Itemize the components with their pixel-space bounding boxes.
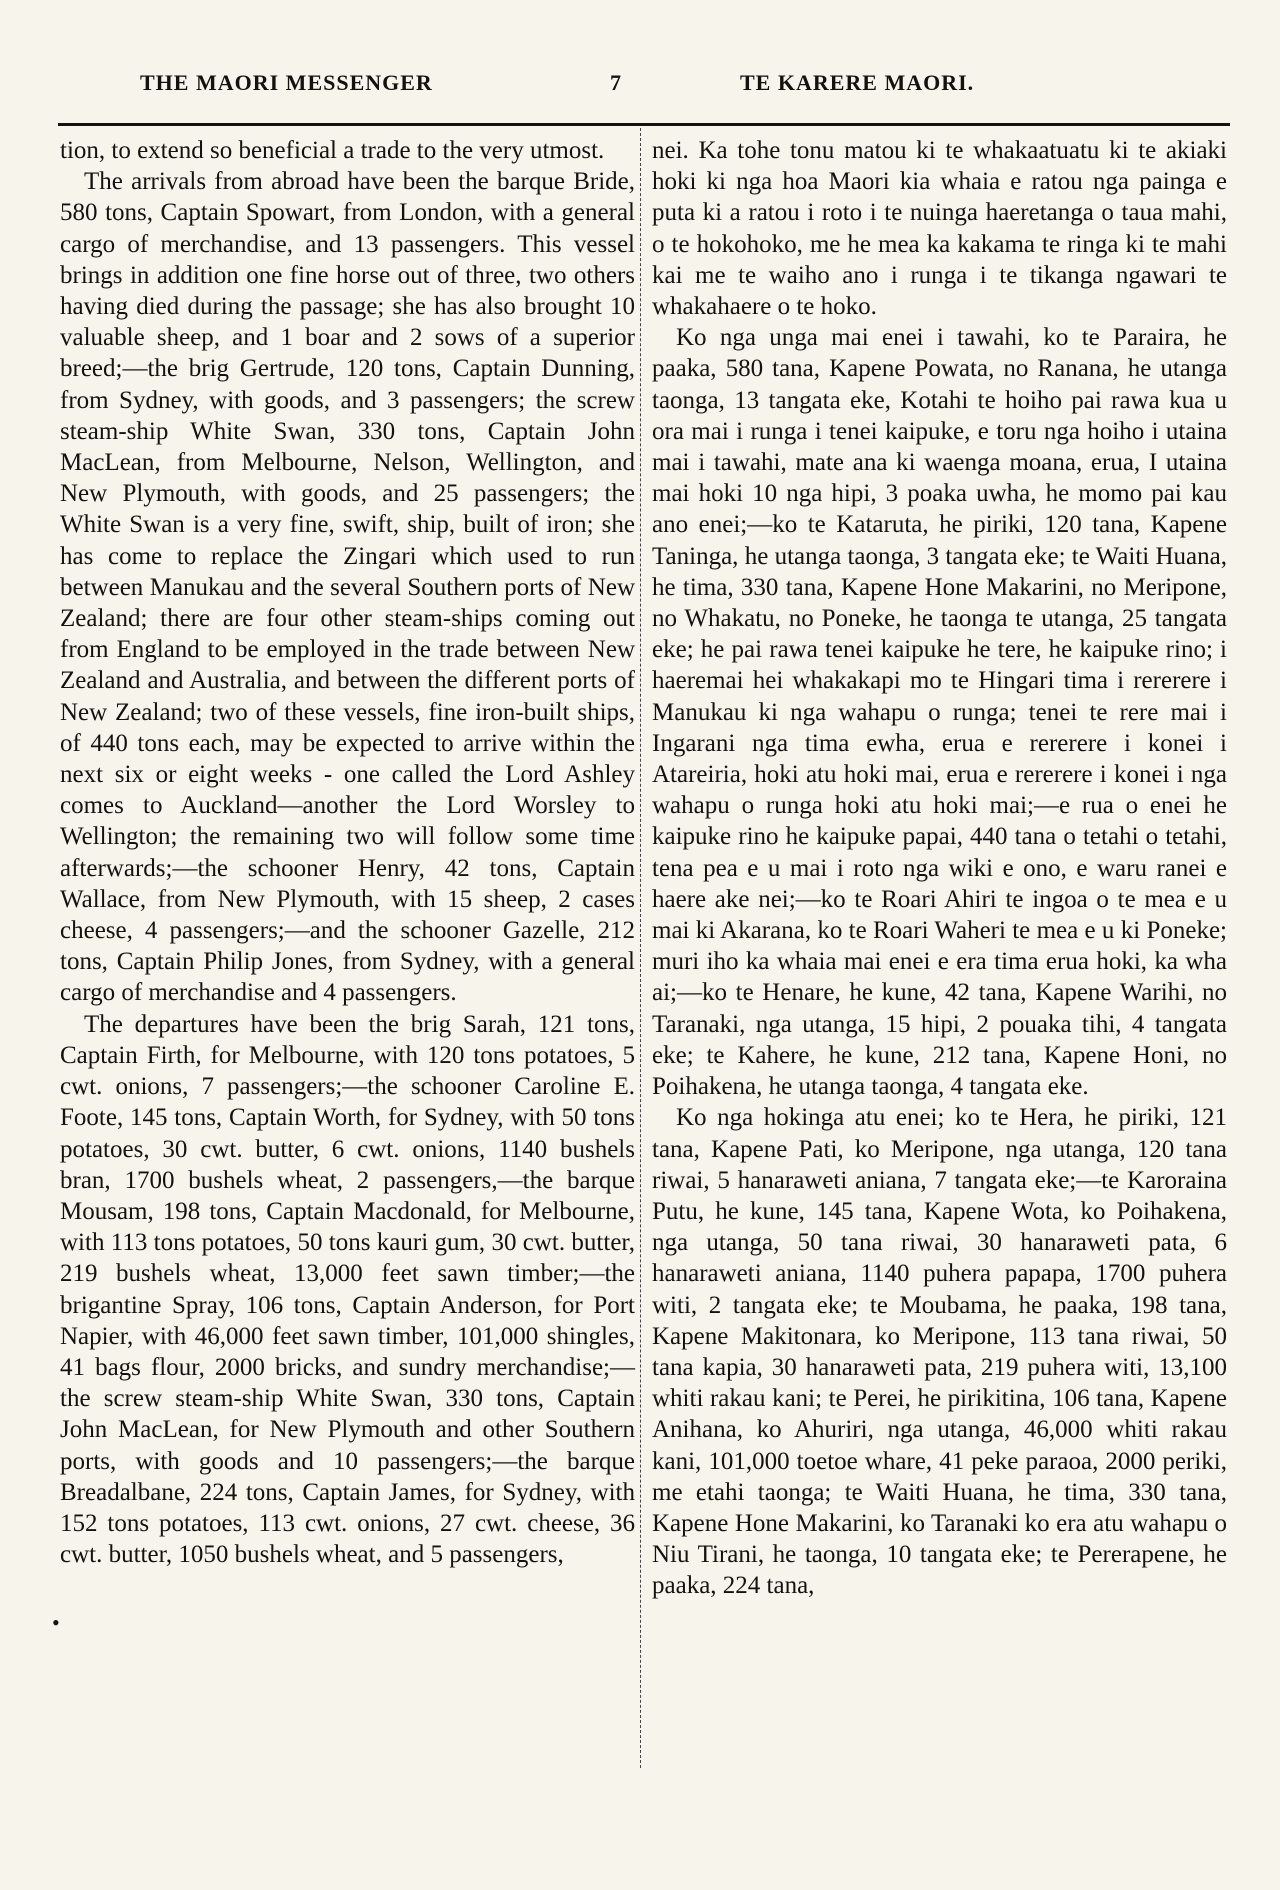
page-header	[140, 70, 1180, 110]
english-title: THE MAORI MESSENGER	[140, 70, 433, 95]
english-paragraph-continuation: tion, to extend so beneficial a trade to the very utmost.	[60, 137, 605, 164]
english-paragraph-departures: The departures have been the brig Sarah, 121 tons, Captain Firth, for Melbourne, with 120 tons potatoes, 5 cwt. onions, 7 passengers;—the schooner Caroline E. Foote, 145 tons, Captain Worth, for Sydney, with 50 tons potatoes, 30 cwt. butter, 6 cwt. onions, 1140 bushels bran, 1700 bushels wheat, 2 passengers,—the barque Mousam, 198 tons, Captain Macdonald, for Melbourne, with 113 tons potatoes, 50 tons kauri gum, 30 cwt. butter, 219 bushels wheat, 13,000 feet sawn timber;—the brigantine Spray, 106 tons, Captain Anderson, for Port Napier, with 46,000 feet sawn timber, 101,000 shingles, 41 bags flour, 2000 bricks, and sundry merchandise;—the screw steam-ship White Swan, 330 tons, Captain John MacLean, for New Plymouth and other Southern ports, with goods and 10 passengers;—the barque Breadalbane, 224 tons, Captain James, for Sydney, with 152 tons potatoes, 113 cwt. onions, 27 cwt. cheese, 36 cwt. butter, 1050 bushels wheat, and 5 passengers,	[60, 1010, 635, 1569]
maori-title: TE KARERE MAORI.	[740, 70, 975, 95]
maori-paragraph-departures: Ko nga hokinga atu enei; ko te Hera, he piriki, 121 tana, Kapene Pati, ko Meripone, nga utanga, 120 tana riwai, 5 hanaraweti aniana, 7 tangata eke;—te Karoraina Putu, he kune, 145 tana, Kapene Wota, ko Poihakena, nga utanga, 50 tana riwai, 30 hanaraweti pata, 6 hanaraweti aniana, 1140 puhera papapa, 1700 puhera witi, 2 tangata eke; te Moubama, he paaka, 198 tana, Kapene Makitonara, ko Meripone, 113 tana riwai, 50 tana kapia, 30 hanaraweti pata, 219 puhera witi, 13,100 whiti rakau kani; te Perei, he pirikitina, 106 tana, Kapene Anihana, ko Ahuriri, nga utanga, 46,000 whiti rakau kani, 101,000 toetoe whare, 41 peke paraoa, 2000 periki, me etahi taonga; te Waiti Huana, he tima, 330 tana, Kapene Hone Makarini, ko Taranaki ko era atu wahapu o Niu Tirani, he taonga, 10 tangata eke; te Pererapene, he paaka, 224 tana,	[652, 1104, 1227, 1600]
maori-column	[652, 135, 1227, 1602]
maori-paragraph-continuation: nei. Ka tohe tonu matou ki te whakaatuatu ki te akiaki hoki ki nga hoa Maori kia whaia e ratou nga painga e puta ki a ratou i roto i te nuinga haeretanga o taua mahi, o te hokohoko, me he mea ka kakama te ringa ki te mahi kai me te waiho ano i runga i te tikanga ngawari te whakahaere o te hoko.	[652, 137, 1227, 321]
english-paragraph-arrivals: The arrivals from abroad have been the barque Bride, 580 tons, Captain Spowart, from London, with a general cargo of merchandise, and 13 passengers. This vessel brings in addition one fine horse out of three, two others having died during the passage; she has also brought 10 valuable sheep, and 1 boar and 2 sows of a superior breed;—the brig Gertrude, 120 tons, Captain Dunning, from Sydney, with goods, and 3 passengers; the screw steam-ship White Swan, 330 tons, Captain John MacLean, from Melbourne, Nelson, Wellington, and New Plymouth, with goods, and 25 passengers; the White Swan is a very fine, swift, ship, built of iron; she has come to replace the Zingari which used to run between Manukau and the several Southern ports of New Zealand; there are four other steam-ships coming out from England to be employed in the trade between New Zealand and Australia, and between the different ports of New Zealand; two of these vessels, fine iron-built ships, of 440 tons each, may be expected to arrive within the next six or eight weeks - one called the Lord Ashley comes to Auckland—another the Lord Worsley to Wellington; the remaining two will follow some time afterwards;—the schooner Henry, 42 tons, Captain Wallace, from New Plymouth, with 15 sheep, 2 cases cheese, 4 passengers;—and the schooner Gazelle, 212 tons, Captain Philip Jones, from Sydney, with a general cargo of merchandise and 4 passengers.	[60, 168, 635, 1007]
margin-bullet-mark: •	[52, 1610, 60, 1635]
header-rule	[58, 123, 1230, 126]
column-divider	[640, 128, 642, 1768]
english-column	[60, 135, 635, 1570]
page-number: 7	[610, 70, 622, 95]
maori-paragraph-arrivals: Ko nga unga mai enei i tawahi, ko te Paraira, he paaka, 580 tana, Kapene Powata, no Ranana, he utanga taonga, 13 tangata eke, Kotahi te hoiho pai rawa kua u ora mai i runga i tenei kaipuke, e toru nga hoiho i utaina mai i tawahi, mate ana ki waenga moana, erua, I utaina mai hoki 10 nga hipi, 3 poaka uwha, he momo pai kau ano enei;—ko te Kataruta, he piriki, 120 tana, Kapene Taninga, he utanga taonga, 3 tangata eke; te Waiti Huana, he tima, 330 tana, Kapene Hone Makarini, no Meripone, no Whakatu, no Poneke, he taonga te utanga, 25 tangata eke; he pai rawa tenei kaipuke he tere, he kaipuke rino; i haeremai hei whakakapi mo te Hingari tima i rererere i Manukau ki nga wahapu o runga; tenei te rere mai i Ingarani nga tima ewha, erua e rererere i konei i Atareiria, hoki atu hoki mai, erua e rererere i konei i nga wahapu o runga hoki atu hoki mai;—e rua o enei he kaipuke rino he kaipuke papai, 440 tana o tetahi o tetahi, tena pea e u mai i roto nga wiki e ono, e waru ranei e haere ake nei;—ko te Roari Ahiri te ingoa o te mea e u mai ki Akarana, ko te Roari Waheri te mea e u ki Poneke; muri iho ka whaia mai enei e era tima erua hoki, ka wha ai;—ko te Henare, he kune, 42 tana, Kapene Warihi, no Taranaki, nga utanga, 15 hipi, 2 pouaka tihi, 4 tangata eke; te Kahere, he kune, 212 tana, Kapene Honi, no Poihakena, he utanga taonga, 4 tangata eke.	[652, 324, 1227, 1101]
